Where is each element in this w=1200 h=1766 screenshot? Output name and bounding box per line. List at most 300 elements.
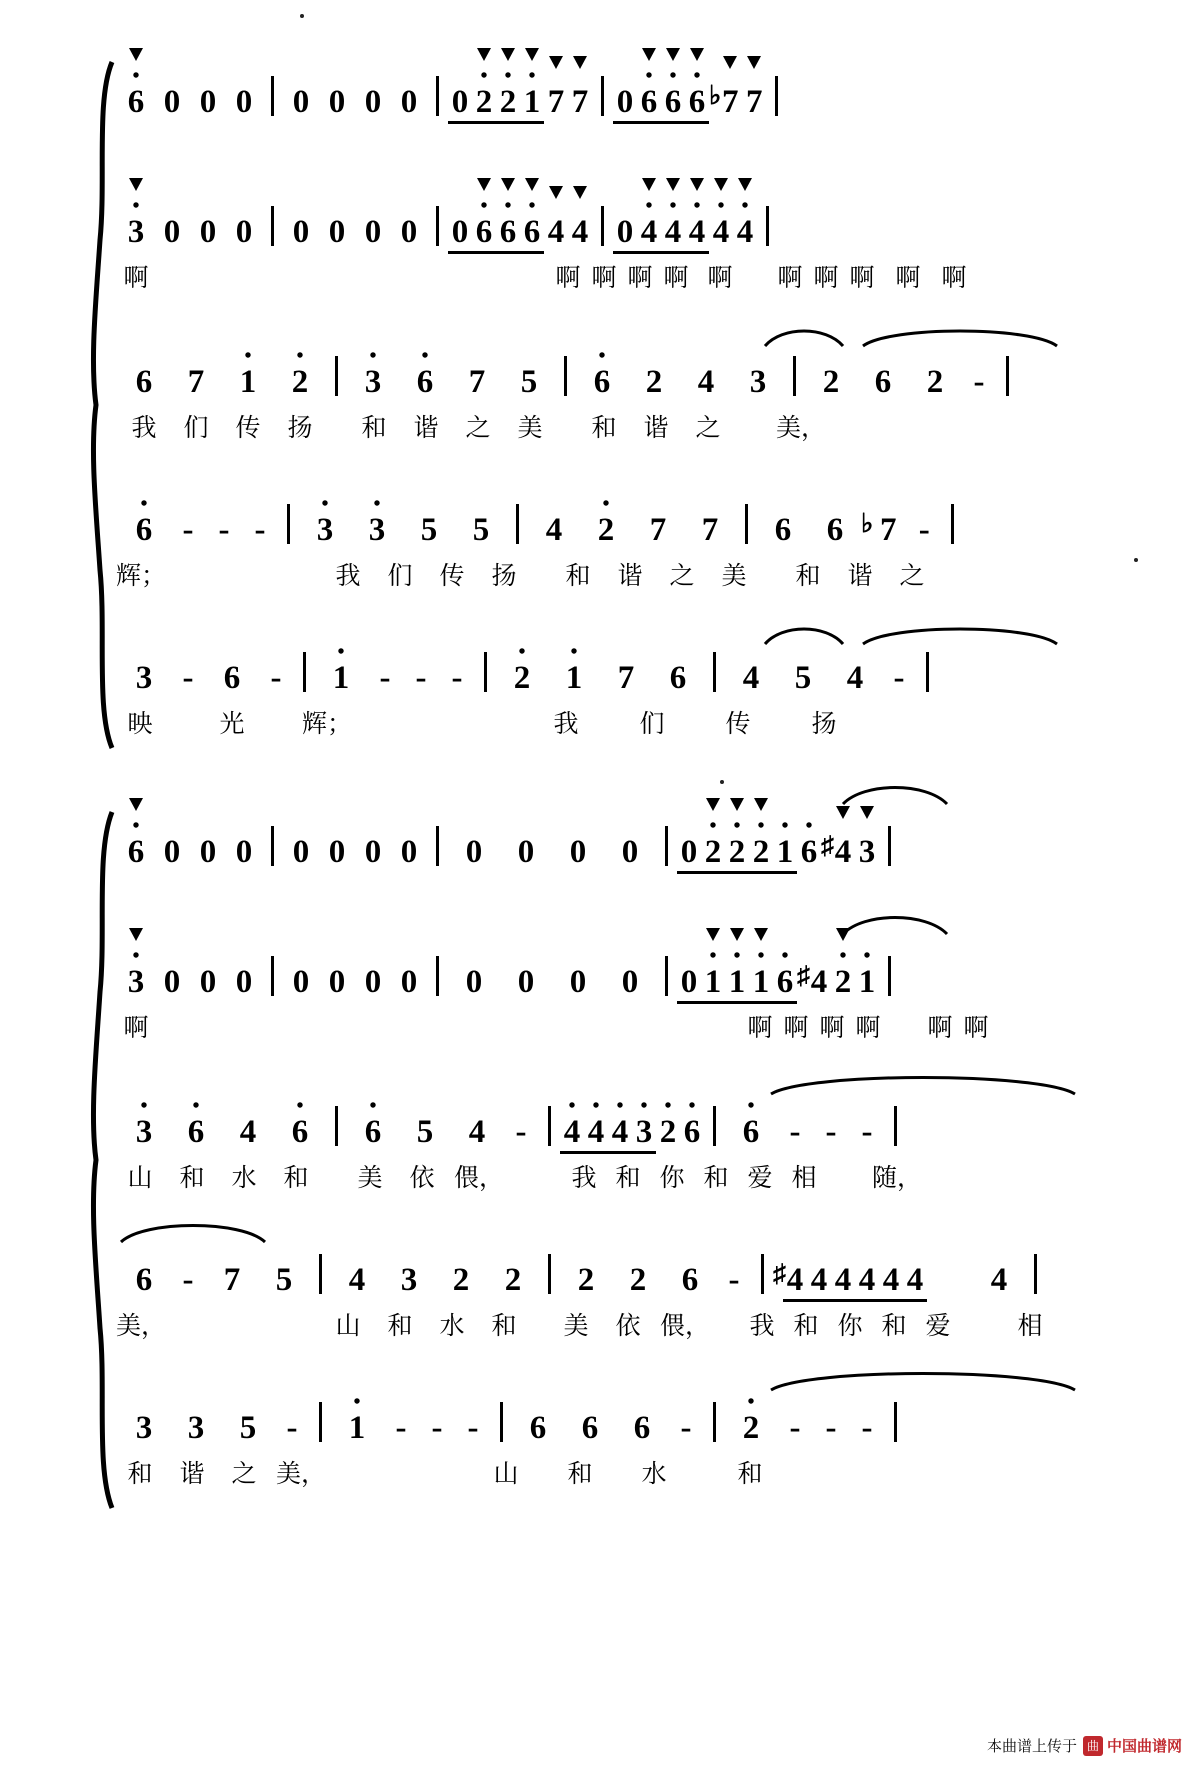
lyric-syllable: 光	[219, 709, 245, 738]
note: 2	[452, 1262, 470, 1298]
octave-dot-up: •	[321, 493, 329, 515]
accent-wedge-icon	[747, 56, 761, 69]
accent-wedge-icon	[690, 178, 704, 191]
note: 0	[328, 834, 346, 870]
site-name: 中国曲谱网	[1106, 1737, 1182, 1755]
note: • 2	[725, 1408, 777, 1448]
octave-dot-up: •	[140, 1095, 148, 1117]
barline	[271, 76, 274, 116]
note: 0	[163, 964, 181, 1000]
note: 4	[831, 1260, 855, 1300]
slur	[840, 780, 950, 806]
measure	[118, 488, 278, 550]
barline	[500, 1402, 503, 1442]
lyric-syllable: 啊	[591, 263, 617, 292]
lyric-syllable: 爱	[747, 1163, 773, 1192]
lyric-syllable: 啊	[895, 263, 921, 292]
note: • 1	[725, 962, 749, 1002]
accent-wedge-icon	[706, 928, 720, 941]
measure	[512, 1386, 704, 1448]
note: • 1	[773, 832, 797, 872]
staff-bass	[90, 626, 1110, 774]
sustain-dash: -	[182, 1262, 194, 1298]
barline	[564, 356, 567, 396]
lyrics-line	[110, 1306, 1056, 1346]
note: 2	[629, 1262, 647, 1298]
note: • 6	[637, 82, 661, 122]
barline	[303, 652, 306, 692]
staff-tenor	[90, 1228, 1110, 1376]
lyric-syllable: 相	[1017, 1311, 1043, 1340]
octave-dot-up: •	[693, 65, 701, 87]
lyric-syllable: 和	[615, 1163, 641, 1192]
barline	[665, 956, 668, 996]
note: 4	[742, 660, 760, 696]
note: 0	[677, 962, 701, 1002]
staff-soprano-1	[90, 810, 1110, 940]
accent-wedge-icon	[129, 798, 143, 811]
note: 0	[163, 214, 181, 250]
note: 7	[468, 364, 486, 400]
note: 4	[468, 1114, 486, 1150]
octave-dot-up: •	[132, 815, 140, 837]
octave-dot-up: •	[645, 65, 653, 87]
accent-wedge-icon	[525, 48, 539, 61]
note: • 6	[347, 1112, 399, 1152]
note: 3	[187, 1410, 205, 1446]
accent-wedge-icon	[573, 56, 587, 69]
note: • 1	[855, 962, 879, 1002]
note: 4	[846, 660, 864, 696]
note-line	[118, 1386, 906, 1448]
lyric-syllable: 相	[791, 1163, 817, 1192]
octave-dot-up: •	[528, 65, 536, 87]
octave-dot-up: •	[717, 195, 725, 217]
lyric-syllable: 你	[659, 1163, 685, 1192]
note: 0	[364, 214, 382, 250]
octave-dot-up: •	[863, 945, 871, 967]
note: • 6	[118, 510, 170, 550]
note: 2	[645, 364, 663, 400]
barline	[775, 76, 778, 116]
note: 0	[199, 834, 217, 870]
octave-dot-up: •	[733, 815, 741, 837]
accent-wedge-icon	[706, 798, 720, 811]
note: 6	[826, 512, 844, 548]
octave-dot-up: •	[296, 345, 304, 367]
note: 0	[364, 834, 382, 870]
sustain-dash: -	[286, 1410, 298, 1446]
lyric-syllable: 啊	[783, 1013, 809, 1042]
lyric-syllable: 传	[439, 561, 465, 590]
octave-dot-up: •	[741, 195, 749, 217]
note-line	[118, 940, 900, 1002]
footer-credit	[987, 1735, 1182, 1756]
lyric-syllable: 和	[737, 1459, 763, 1488]
octave-dot-up: •	[353, 1391, 361, 1413]
lyric-syllable: 美	[357, 1163, 383, 1192]
lyric-syllable: 水	[439, 1311, 465, 1340]
accent-wedge-icon	[836, 806, 850, 819]
sustain-dash: -	[415, 660, 427, 696]
note: • 2	[831, 962, 855, 1002]
note: • 4	[560, 1112, 584, 1152]
lyric-syllable: 随，	[871, 1163, 922, 1192]
note: 6	[529, 1410, 547, 1446]
note: • 1	[701, 962, 725, 1002]
note: 3	[135, 660, 153, 696]
note: 7	[718, 82, 742, 122]
scan-speck	[720, 780, 724, 784]
sustain-dash: -	[893, 660, 905, 696]
note: 7	[701, 512, 719, 548]
lyrics-line	[114, 704, 850, 744]
lyric-syllable: 之	[695, 413, 721, 442]
lyric-syllable: 啊	[963, 1013, 989, 1042]
barline	[894, 1402, 897, 1442]
note: 6	[135, 364, 153, 400]
lyric-syllable: 偎，	[659, 1311, 710, 1340]
octave-dot-up: •	[757, 815, 765, 837]
measure	[118, 1090, 326, 1152]
measure	[118, 340, 326, 402]
accent-wedge-icon	[129, 48, 143, 61]
note: 4	[239, 1114, 257, 1150]
lyric-syllable: 美，	[775, 413, 826, 442]
note: 2	[822, 364, 840, 400]
measure	[613, 60, 766, 122]
lyric-syllable: 和	[881, 1311, 907, 1340]
measure	[331, 1238, 539, 1300]
note: 3	[749, 364, 767, 400]
lyric-syllable: 和	[567, 1459, 593, 1488]
music-system-2	[90, 810, 1110, 1524]
note: 2	[504, 1262, 522, 1298]
accent-wedge-icon	[730, 928, 744, 941]
lyric-syllable: 辉；	[115, 561, 166, 590]
sustain-dash: -	[515, 1114, 527, 1150]
note: 0	[465, 964, 483, 1000]
note: 0	[235, 84, 253, 120]
note: • 6	[274, 1112, 326, 1152]
note: 6	[135, 1262, 153, 1298]
note: • 3	[118, 212, 154, 252]
octave-dot-up: •	[747, 1095, 755, 1117]
lyric-syllable: 啊	[627, 263, 653, 292]
sustain-dash: -	[395, 1410, 407, 1446]
lyric-syllable: 啊	[747, 1013, 773, 1042]
note: • 4	[608, 1112, 632, 1152]
lyric-syllable: 和	[387, 1311, 413, 1340]
lyric-syllable: 和	[361, 413, 387, 442]
lyrics-line	[118, 408, 832, 448]
staff-tenor	[90, 478, 1110, 626]
measure	[118, 1238, 310, 1300]
note: 0	[517, 964, 535, 1000]
measure	[805, 340, 997, 402]
staff-soprano-1	[90, 60, 1110, 190]
note: 4	[807, 1260, 831, 1300]
note: 6	[874, 364, 892, 400]
note: 0	[621, 834, 639, 870]
lyric-syllable: 谐	[179, 1459, 205, 1488]
note: • 3	[347, 362, 399, 402]
lyric-syllable: 之	[899, 561, 925, 590]
note: 0	[235, 834, 253, 870]
measure	[528, 488, 736, 550]
note: 2	[926, 364, 944, 400]
note: 0	[400, 84, 418, 120]
octave-dot-up: •	[192, 1095, 200, 1117]
barline	[766, 206, 769, 246]
note: • 6	[725, 1112, 777, 1152]
note: 0	[292, 214, 310, 250]
octave-dot-up: •	[709, 945, 717, 967]
note: • 6	[118, 832, 154, 872]
barline	[436, 206, 439, 246]
sustain-dash: -	[254, 512, 266, 548]
sharp-accidental-icon: ♯	[821, 831, 834, 860]
flat-accidental-icon: ♭	[861, 509, 874, 538]
note: 0	[569, 964, 587, 1000]
note: 4	[810, 964, 828, 1000]
note-line	[118, 1090, 906, 1152]
note: 4	[903, 1260, 927, 1300]
note: • 3	[118, 1112, 170, 1152]
barline	[271, 826, 274, 866]
accent-wedge-icon	[666, 48, 680, 61]
note: 5	[275, 1262, 293, 1298]
note: 5	[472, 512, 490, 548]
note: 0	[328, 84, 346, 120]
measure	[677, 810, 879, 872]
barline	[665, 826, 668, 866]
measure	[560, 1090, 704, 1152]
note: 7	[742, 82, 766, 122]
note: 7	[880, 512, 897, 548]
barline	[894, 1106, 897, 1146]
measure	[725, 636, 917, 698]
note: 0	[400, 964, 418, 1000]
lyric-syllable: 之	[465, 413, 491, 442]
accent-wedge-icon	[642, 48, 656, 61]
sustain-dash: -	[182, 512, 194, 548]
sustain-dash: -	[270, 660, 282, 696]
accent-wedge-icon	[573, 186, 587, 199]
measure	[118, 940, 262, 1002]
measure	[725, 1090, 885, 1152]
octave-dot-up: •	[757, 945, 765, 967]
note: • 2	[725, 832, 749, 872]
octave-dot-up: •	[693, 195, 701, 217]
sustain-dash: -	[182, 660, 194, 696]
note: • 6	[170, 1112, 222, 1152]
lyric-syllable: 美	[563, 1311, 589, 1340]
note: 6	[681, 1262, 699, 1298]
note: • 4	[584, 1112, 608, 1152]
note: 0	[448, 82, 472, 122]
staff-soprano-2	[90, 190, 1110, 330]
lyrics-line	[114, 1454, 776, 1494]
barline	[1034, 1254, 1037, 1294]
scan-speck	[1134, 558, 1138, 562]
accent-wedge-icon	[730, 798, 744, 811]
barline	[516, 504, 519, 544]
note: 7	[223, 1262, 241, 1298]
note: • 6	[680, 1112, 704, 1152]
note-line	[118, 488, 963, 550]
sustain-dash: -	[918, 512, 930, 548]
barline	[548, 1106, 551, 1146]
barline	[548, 1254, 551, 1294]
measure	[496, 636, 704, 698]
octave-dot-up: •	[337, 641, 345, 663]
note: 7	[617, 660, 635, 696]
note: 6	[633, 1410, 651, 1446]
note-line	[118, 1238, 1046, 1300]
note: • 6	[685, 82, 709, 122]
note: 4	[879, 1260, 903, 1300]
lyric-syllable: 美	[517, 413, 543, 442]
accent-wedge-icon	[129, 928, 143, 941]
note: • 6	[118, 82, 154, 122]
lyrics-line	[114, 1158, 928, 1198]
note: 7	[187, 364, 205, 400]
note: • 2	[656, 1112, 680, 1152]
note: • 2	[580, 510, 632, 550]
measure	[773, 1238, 1025, 1300]
barline	[436, 826, 439, 866]
octave-dot-up: •	[616, 1095, 624, 1117]
sustain-dash: -	[680, 1410, 692, 1446]
note: 4	[783, 1260, 807, 1300]
lyric-syllable: 们	[387, 561, 413, 590]
note: • 4	[685, 212, 709, 252]
octave-dot-up: •	[518, 641, 526, 663]
sustain-dash: -	[467, 1410, 479, 1446]
note: 6	[581, 1410, 599, 1446]
barline	[271, 206, 274, 246]
note: 0	[448, 212, 472, 252]
lyrics-line	[742, 1008, 994, 1048]
note: • 1	[520, 82, 544, 122]
lyric-syllable: 依	[615, 1311, 641, 1340]
note-line	[118, 60, 787, 122]
note: • 1	[749, 962, 773, 1002]
note-line	[118, 636, 938, 698]
lyric-syllable: 我	[571, 1163, 597, 1192]
lyric-syllable: 们	[183, 413, 209, 442]
measure	[347, 1090, 539, 1152]
measure	[118, 636, 294, 698]
sustain-dash: -	[379, 660, 391, 696]
octave-dot-up: •	[709, 815, 717, 837]
note: • 6	[773, 962, 797, 1002]
measure	[331, 1386, 491, 1448]
note: 3	[135, 1410, 153, 1446]
barline	[335, 356, 338, 396]
note: 7	[649, 512, 667, 548]
staff-soprano-2	[90, 940, 1110, 1080]
measure	[677, 940, 879, 1002]
note-line	[118, 810, 900, 872]
note: 0	[613, 82, 637, 122]
lyric-syllable: 啊	[941, 263, 967, 292]
lyrics-line	[110, 556, 938, 596]
note: 0	[328, 214, 346, 250]
note: • 1	[222, 362, 274, 402]
sustain-dash: -	[218, 512, 230, 548]
note: 5	[520, 364, 538, 400]
octave-dot-up: •	[480, 65, 488, 87]
sustain-dash: -	[728, 1262, 740, 1298]
barline	[436, 76, 439, 116]
accent-wedge-icon	[754, 928, 768, 941]
octave-dot-up: •	[839, 945, 847, 967]
note: 0	[292, 84, 310, 120]
octave-dot-up: •	[602, 493, 610, 515]
measure	[613, 190, 757, 252]
barline	[1006, 356, 1009, 396]
barline	[436, 956, 439, 996]
sustain-dash: -	[431, 1410, 443, 1446]
measure	[725, 1386, 885, 1448]
sustain-dash: -	[789, 1410, 801, 1446]
lyric-syllable: 和	[179, 1163, 205, 1192]
lyric-syllable: 啊	[123, 1013, 149, 1042]
octave-dot-up: •	[132, 65, 140, 87]
note: 0	[199, 214, 217, 250]
note: • 6	[576, 362, 628, 402]
lyric-syllable: 谐	[617, 561, 643, 590]
note: • 3	[632, 1112, 656, 1152]
note: 0	[163, 834, 181, 870]
note: 7	[544, 82, 568, 122]
octave-dot-up: •	[781, 815, 789, 837]
lyric-syllable: 偎，	[453, 1163, 504, 1192]
accent-wedge-icon	[723, 56, 737, 69]
note: 0	[235, 214, 253, 250]
note: • 2	[749, 832, 773, 872]
octave-dot-up: •	[132, 195, 140, 217]
measure	[757, 488, 942, 550]
note: 0	[328, 964, 346, 1000]
note: • 3	[351, 510, 403, 550]
note: • 1	[315, 658, 367, 698]
measure	[448, 810, 656, 872]
accent-wedge-icon	[549, 186, 563, 199]
sustain-dash: -	[861, 1114, 873, 1150]
accent-wedge-icon	[714, 178, 728, 191]
accent-wedge-icon	[738, 178, 752, 191]
barline	[484, 652, 487, 692]
note: • 6	[472, 212, 496, 252]
sustain-dash: -	[825, 1114, 837, 1150]
measure	[299, 488, 507, 550]
barline	[888, 826, 891, 866]
note: 0	[292, 834, 310, 870]
barline	[713, 1402, 716, 1442]
lyric-syllable: 美，	[275, 1459, 326, 1488]
lyric-syllable: 谐	[413, 413, 439, 442]
lyric-syllable: 和	[703, 1163, 729, 1192]
octave-dot-up: •	[421, 345, 429, 367]
note: • 2	[274, 362, 326, 402]
note-line	[118, 340, 1018, 402]
lyric-syllable: 传	[235, 413, 261, 442]
octave-dot-up: •	[568, 1095, 576, 1117]
octave-dot-up: •	[504, 65, 512, 87]
